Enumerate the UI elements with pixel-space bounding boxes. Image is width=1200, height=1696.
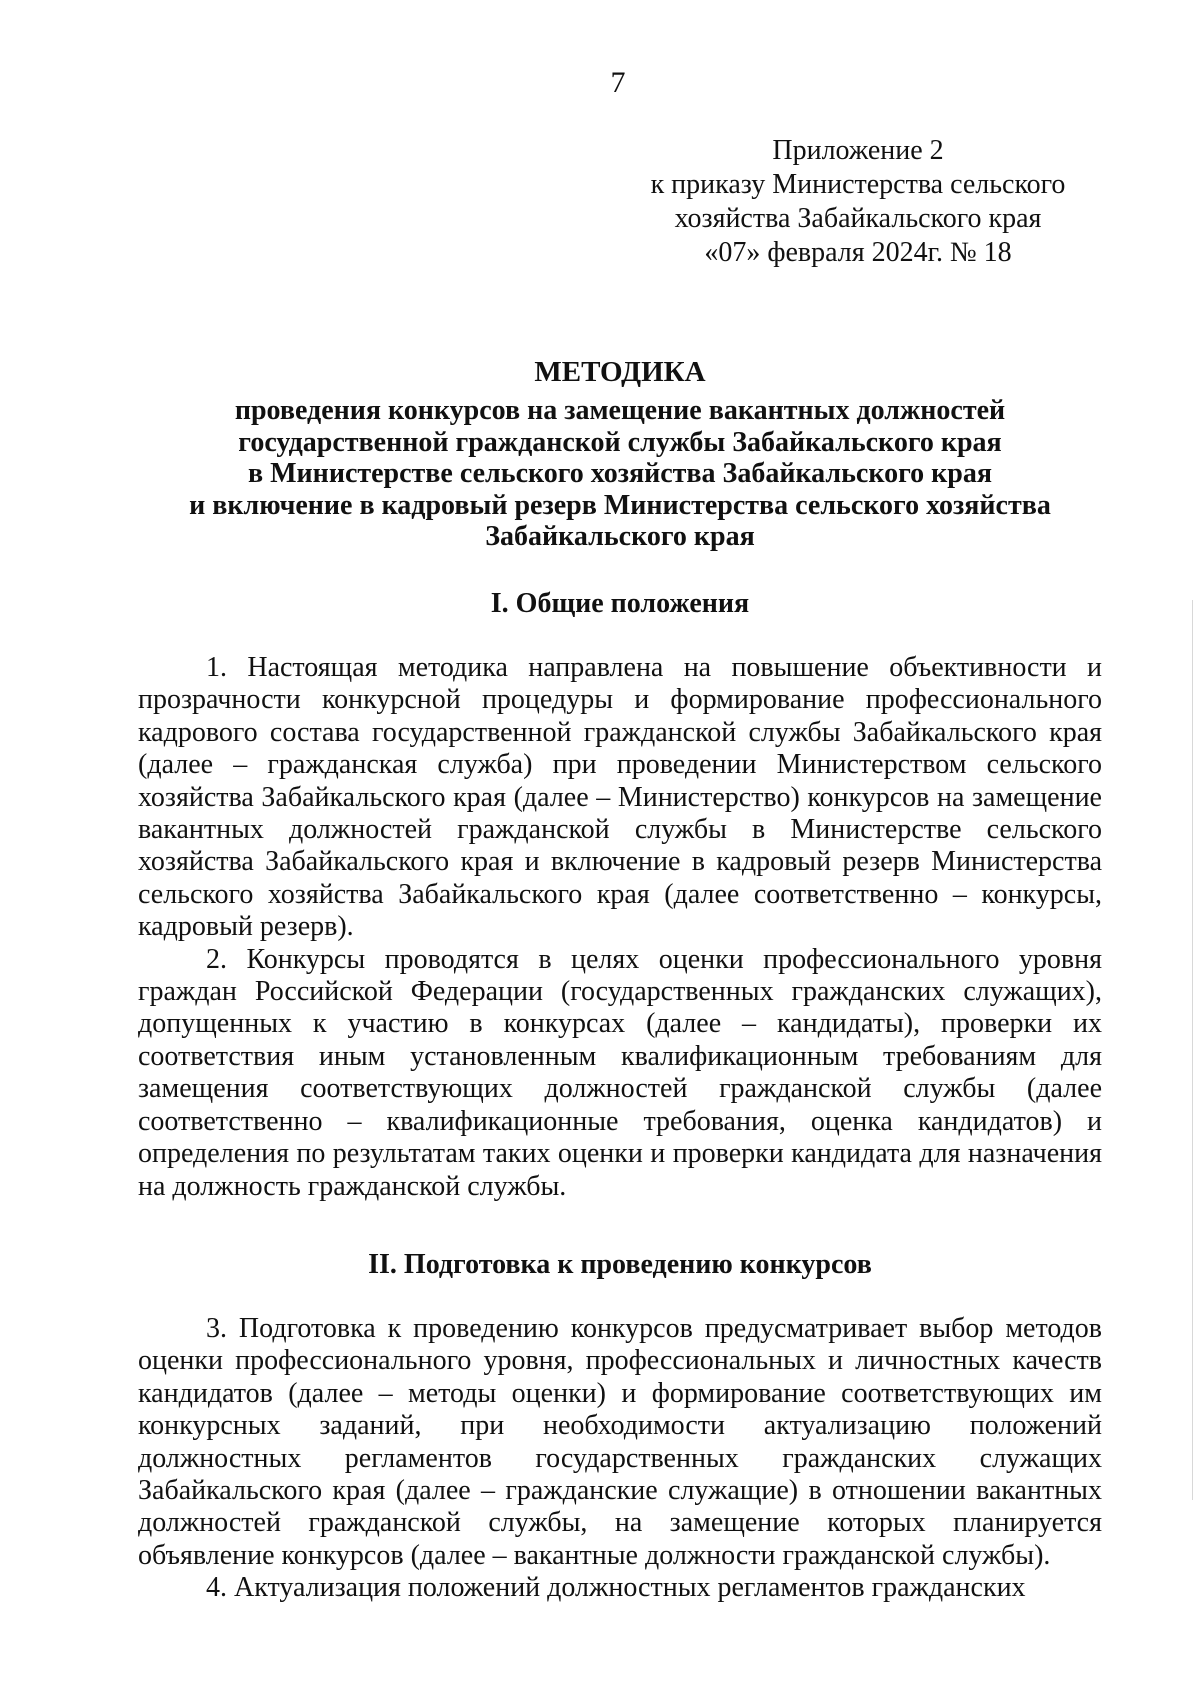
- section-heading-2: II. Подготовка к проведению конкурсов: [368, 1249, 872, 1280]
- appendix-line: хозяйства Забайкальского края: [674, 203, 1042, 234]
- title-sub-line: и включение в кадровый резерв Министерства сельского хозяйства: [189, 489, 1051, 521]
- appendix-line: к приказу Министерства сельского: [650, 169, 1066, 200]
- paragraph-1: 1. Настоящая методика направлена на повышение объективности и прозрачности конкурсной процедуры и формирование профессионального кадрового состава государственной гражданской службы Забайкальского края (далее – гражданская служба) при проведении Министерством сельского хозяйства Забайкальского края (далее – Министерство) конкурсов на замещение вакантных должностей гражданской службы в Министерстве сельского хозяйства Забайкальского края и включение в кадровый резерв Министерства сельского хозяйства Забайкальского края (далее соответственно – конкурсы, кадровый резерв).: [138, 652, 1102, 943]
- title-main: МЕТОДИКА: [534, 356, 706, 388]
- appendix-line: «07» февраля 2024г. № 18: [704, 237, 1012, 268]
- page-number: 7: [610, 66, 626, 99]
- title-sub-line: в Министерстве сельского хозяйства Забайкальского края: [248, 458, 992, 489]
- paragraph-2: 2. Конкурсы проводятся в целях оценки профессионального уровня граждан Российской Федерации (государственных гражданских служащих), допущенных к участию в конкурсах (далее – кандидаты), проверки их соответствия иным установленным квалификационным требованиям для замещения соответствующих должностей гражданской службы (далее соответственно – квалификационные требования, оценка кандидатов) и определения по результатам таких оценки и проверки кандидата для назначения на должность гражданской службы.: [138, 943, 1102, 1202]
- scan-edge-line: [1192, 600, 1193, 1500]
- paragraph-3: 3. Подготовка к проведению конкурсов предусматривает выбор методов оценки профессионального уровня, профессиональных и личностных качеств кандидатов (далее – методы оценки) и формирование соответствующих им конкурсных заданий, при необходимости актуализацию положений должностных регламентов государственных гражданских служащих Забайкальского края (далее – гражданские служащие) в отношении вакантных должностей гражданской службы, на замещение которых планируется объявление конкурсов (далее – вакантные должности гражданской службы).: [138, 1313, 1102, 1571]
- section-2-body: [138, 1313, 1102, 1605]
- title-sub-line: государственной гражданской службы Забайкальского края: [238, 426, 1002, 458]
- title-sub-line: Забайкальского края: [485, 521, 755, 552]
- appendix-line: Приложение 2: [772, 135, 944, 166]
- document-title: [130, 355, 1110, 553]
- section-heading-1: I. Общие положения: [490, 588, 750, 619]
- paragraph-4: 4. Актуализация положений должностных регламентов гражданских: [206, 1572, 1026, 1604]
- title-sub-line: проведения конкурсов на замещение вакантных должностей: [234, 395, 1006, 426]
- appendix-block: [638, 134, 1078, 270]
- section-1-body: [138, 652, 1102, 1203]
